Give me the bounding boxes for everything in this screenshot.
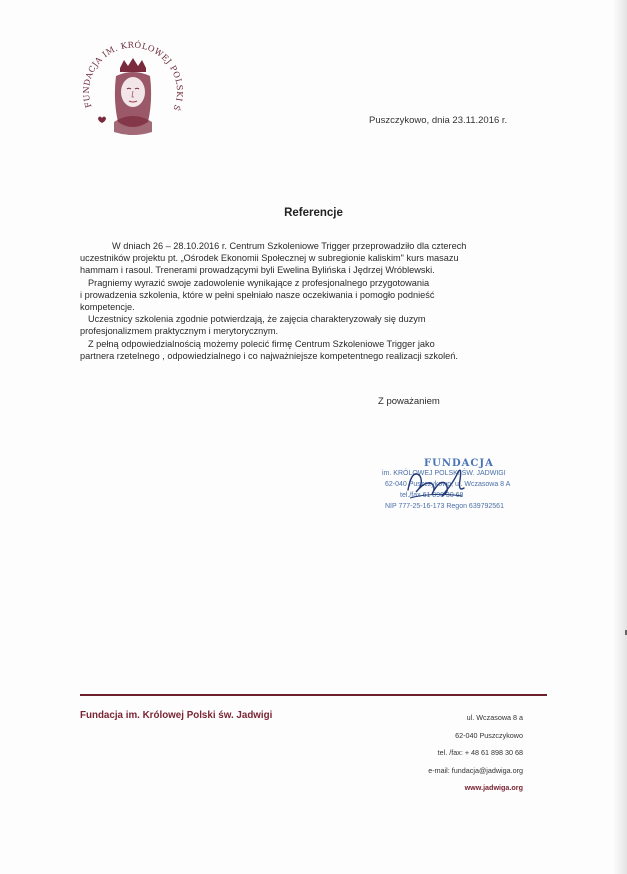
footer-website-link[interactable]: www.jadwiga.org (464, 783, 523, 793)
footer-organization: Fundacja im. Królowej Polski św. Jadwigi (80, 710, 273, 721)
foundation-logo (78, 40, 188, 150)
foundation-stamp (380, 458, 530, 520)
footer-phone: tel. /fax: + 48 61 898 30 68 (437, 748, 523, 758)
body-line: uczestników projektu pt. „Ośrodek Ekonomii Społecznej w subregionie kaliskim" kurs masazu (80, 253, 459, 264)
body-line: Uczestnicy szkolenia zgodnie potwierdzają, że zajęcia charakteryzowały się duzym (88, 314, 426, 325)
place-and-date: Puszczykowo, dnia 23.11.2016 r. (369, 115, 508, 126)
body-line: kompetencje. (80, 302, 135, 313)
body-line: Z pełną odpowiedzialnością możemy polecić firmę Centrum Szkoleniowe Trigger jako (88, 338, 435, 349)
body-line: profesjonalizmem praktycznym i merytorycznym. (80, 326, 279, 337)
footer-city: 62-040 Puszczykowo (455, 730, 523, 740)
letter-title: Referencje (284, 207, 343, 219)
signature-icon (402, 462, 472, 506)
body-line: partnera rzetelnego , odpowiedzialnego i co najważniejsze kompetentnego realizacji szkoleń. (80, 350, 458, 361)
stamp-line: 62-040 Puszczykowo, ul. Wczasowa 8 A (385, 481, 511, 488)
stamp-line: NIP 777-25-16-173 Regon 639792561 (385, 503, 504, 510)
queen-portrait-seal-icon (78, 40, 188, 150)
stamp-line: tel./fax 61 898 30 68 (400, 492, 464, 499)
letter-body (80, 240, 540, 362)
stamp-line: im. KRÓLOWEJ POLSKI ŚW. JADWIGI (382, 470, 506, 477)
body-line: W dniach 26 – 28.10.2016 r. Centrum Szkoleniowe Trigger przeprowadziło dla czterech (112, 241, 467, 251)
stamp-title: FUNDACJA (424, 458, 494, 469)
body-line: hammam i rasoul. Trenerami prowadzącymi byli Ewelina Bylińska i Jędrzej Wróblewski. (80, 265, 435, 276)
footer-street: ul. Wczasowa 8 a (466, 713, 523, 722)
footer-divider (80, 694, 547, 696)
body-line: Pragniemy wyrazić swoje zadowolenie wynikające z profesjonalnego przygotowania (88, 277, 430, 288)
scan-edge-shadow (613, 0, 627, 874)
footer-contact (428, 709, 523, 797)
footer-email[interactable]: e-mail: fundacja@jadwiga.org (428, 765, 523, 775)
body-line: i prowadzenia szkolenia, które w pełni spełniało nasze oczekiwania i pomogło podnieść (80, 289, 435, 300)
closing-greeting: Z poważaniem (378, 396, 440, 407)
seal-text: FUNDACJA IM. KRÓLOWEJ POLSKI Ś (80, 40, 186, 113)
